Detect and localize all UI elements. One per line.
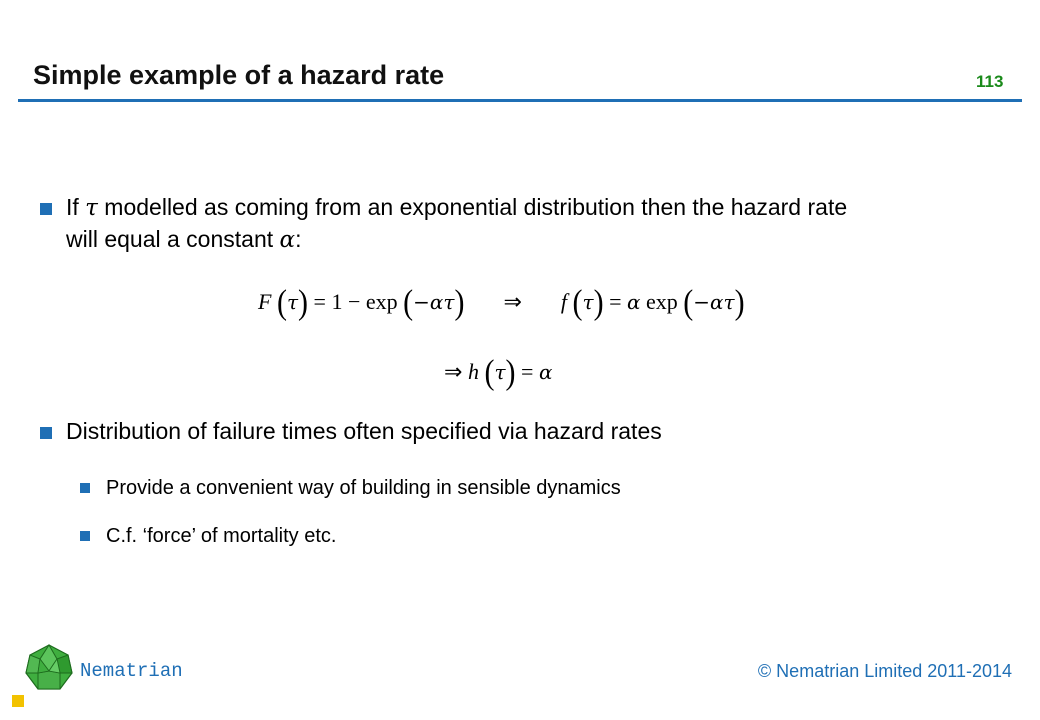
bullet-1-line-2-post: : [295,226,302,252]
sub-bullet-2-text: C.f. ‘force’ of mortality etc. [106,525,337,547]
sub-bullet-1-text: Provide a convenient way of building in sensible dynamics [106,477,621,499]
eq1-equals: = [609,289,628,314]
bullet-1-line-2-pre: will equal a constant [66,226,280,252]
bullet-1-line-1-post: modelled as coming from an exponential distribution then the hazard rate [97,194,848,220]
equation-exponential-cdf-pdf: F (τ) = 1 − exp (−ατ) ⇒ f (τ) = α exp (−ατ) [258,283,745,322]
tau-symbol: τ [85,195,98,221]
equation-hazard-rate: ⇒ h (τ) = α [444,353,553,392]
bullet-1-text [66,192,847,256]
title-divider [18,99,1022,102]
eq1-F: F [258,289,272,314]
eq1-f: f [560,289,568,314]
eq1-arg: −ατ [413,290,455,314]
slide-title: Simple example of a hazard rate [33,60,445,90]
sub-bullet-marker [80,483,90,493]
brand-name: Nematrian [80,660,183,682]
eq1-exp: exp [646,289,678,314]
bullet-marker [40,427,52,439]
eq1-f-tau: τ [582,290,594,314]
eq1-rhs: = 1 − exp [313,289,398,314]
bullet-1-line-1-pre: If [66,194,86,220]
eq1-arg-2: −ατ [693,290,735,314]
page-number: 113 [976,72,1004,91]
bullet-1-line-1 [66,192,847,224]
alpha-symbol: α [279,227,296,253]
eq2-equals: = [521,359,539,384]
eq2-alpha: α [538,360,553,384]
nematrian-logo-icon [24,643,74,693]
copyright-notice: © Nematrian Limited 2011-2014 [757,661,1012,681]
bullet-marker [40,203,52,215]
corner-marker [12,695,24,707]
eq1-alpha: α [627,290,641,314]
bullet-2-text: Distribution of failure times often specified via hazard rates [66,418,662,444]
bullet-1-line-2 [66,224,847,256]
eq1-tau: τ [286,290,299,314]
eq1-implies: ⇒ [503,289,522,314]
eq2-h: h [467,359,479,384]
sub-bullet-marker [80,531,90,541]
eq2-tau: τ [494,360,506,384]
eq2-implies: ⇒ [444,359,463,384]
